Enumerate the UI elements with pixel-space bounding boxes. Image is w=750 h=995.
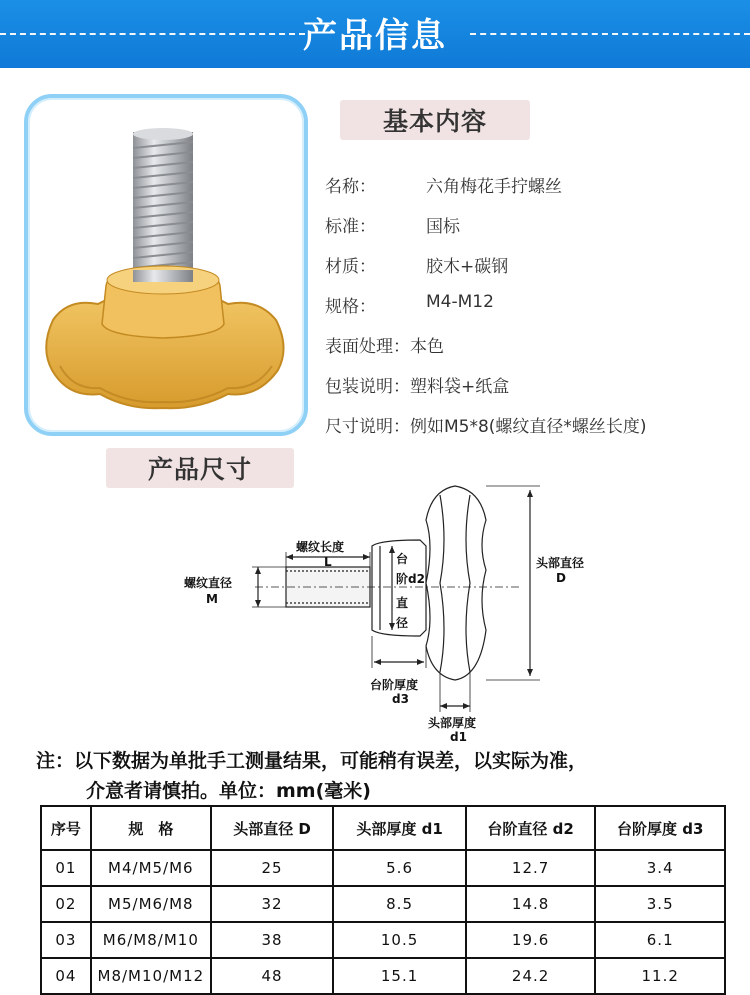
label-step-diameter-2: 阶d2	[396, 572, 425, 586]
table-cell: M6/M8/M10	[91, 922, 211, 958]
label-step-diameter-3: 直	[396, 596, 409, 610]
label-head-thickness-symbol: d1	[450, 730, 467, 744]
info-key-name: 名称：	[325, 177, 376, 197]
table-row	[41, 886, 725, 922]
info-value-package: 塑料袋+纸盒	[410, 377, 510, 397]
note-line-1: 注：以下数据为单批手工测量结果，可能稍有误差，以实际为准，	[36, 750, 588, 772]
table-header: 规 格	[91, 806, 211, 850]
diagram-head	[426, 486, 486, 680]
info-key-surface: 表面处理：	[325, 337, 410, 357]
info-key-spec: 规格：	[325, 297, 376, 317]
info-value-material: 胶木+碳钢	[426, 257, 509, 277]
table-header-row	[41, 806, 725, 850]
table-row	[41, 958, 725, 994]
table-row	[41, 922, 725, 958]
table-header: 序号	[41, 806, 91, 850]
table-cell: 15.1	[333, 958, 466, 994]
table-cell: 5.6	[333, 850, 466, 886]
table-cell: 03	[41, 922, 91, 958]
label-thread-length: 螺纹长度	[296, 540, 345, 554]
table-cell: 11.2	[595, 958, 725, 994]
label-step-diameter-4: 径	[396, 616, 409, 630]
table-header: 头部直径 D	[211, 806, 334, 850]
info-value-surface: 本色	[410, 337, 444, 357]
label-head-diameter-symbol: D	[556, 571, 566, 585]
table-cell: 24.2	[466, 958, 596, 994]
label-thread-diameter-symbol: M	[206, 592, 218, 606]
table-header: 头部厚度 d1	[333, 806, 466, 850]
table-cell: 6.1	[595, 922, 725, 958]
table-cell: 12.7	[466, 850, 596, 886]
table-cell: 14.8	[466, 886, 596, 922]
table-cell: 04	[41, 958, 91, 994]
label-head-diameter: 头部直径	[536, 556, 585, 570]
table-cell: 48	[211, 958, 334, 994]
note-line-2: 介意者请慎拍。单位：mm(毫米)	[86, 780, 371, 802]
table-cell: 01	[41, 850, 91, 886]
table-row	[41, 850, 725, 886]
page-title: 产品信息	[303, 16, 447, 56]
table-cell: 25	[211, 850, 334, 886]
table-cell: 3.4	[595, 850, 725, 886]
table-cell: 10.5	[333, 922, 466, 958]
table-cell: M8/M10/M12	[91, 958, 211, 994]
table-cell: 3.5	[595, 886, 725, 922]
table-cell: 32	[211, 886, 334, 922]
table-cell: 8.5	[333, 886, 466, 922]
info-key-package: 包装说明：	[325, 377, 410, 397]
section-label-size: 产品尺寸	[106, 448, 294, 488]
table-cell: 02	[41, 886, 91, 922]
spec-table	[40, 805, 726, 995]
label-thread-length-symbol: L	[324, 555, 332, 569]
info-value-spec: M4-M12	[426, 292, 494, 312]
info-value-size: 例如M5*8(螺纹直径*螺丝长度)	[410, 417, 647, 437]
label-head-thickness: 头部厚度	[428, 716, 477, 730]
info-key-standard: 标准：	[325, 217, 376, 237]
info-key-size: 尺寸说明：	[325, 417, 410, 437]
section-label-basic: 基本内容	[340, 100, 530, 140]
table-cell: 19.6	[466, 922, 596, 958]
table-header: 台阶直径 d2	[466, 806, 596, 850]
label-thread-diameter: 螺纹直径	[184, 576, 233, 590]
table-cell: 38	[211, 922, 334, 958]
info-value-name: 六角梅花手拧螺丝	[426, 177, 562, 197]
table-cell: M5/M6/M8	[91, 886, 211, 922]
table-header: 台阶厚度 d3	[595, 806, 725, 850]
label-step-diameter-1: 台	[396, 552, 409, 566]
label-step-thickness-symbol: d3	[392, 692, 409, 706]
label-step-thickness: 台阶厚度	[370, 678, 419, 692]
info-value-standard: 国标	[426, 217, 460, 237]
info-key-material: 材质：	[325, 257, 376, 277]
table-cell: M4/M5/M6	[91, 850, 211, 886]
